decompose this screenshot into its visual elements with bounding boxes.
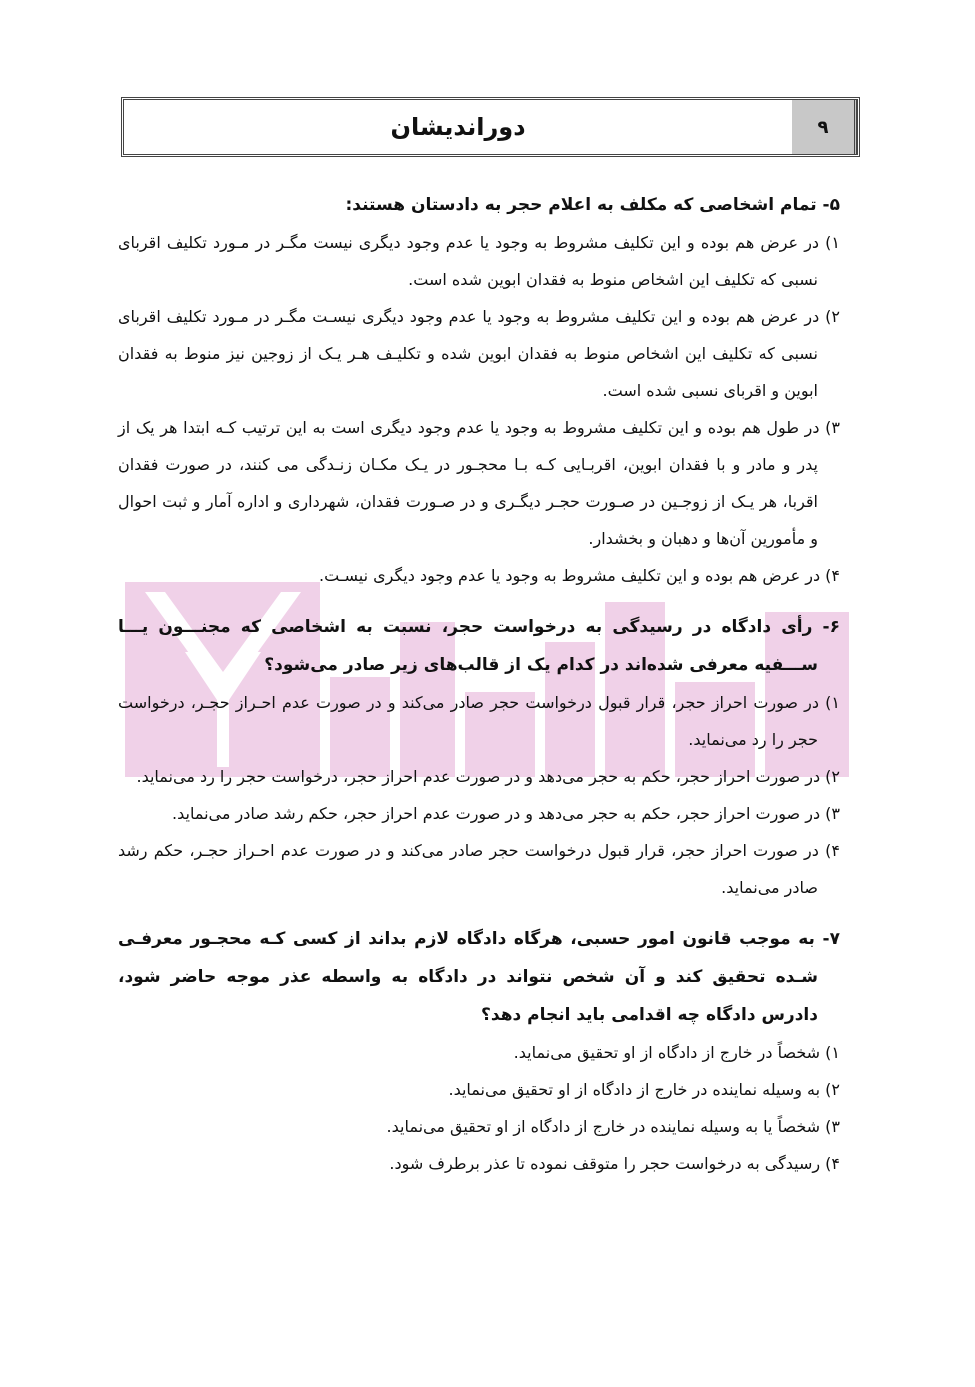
question-7	[118, 920, 840, 1182]
option-2: ۲) به وسیله نماینده در خارج از دادگاه از او تحقیق می‌نماید.	[448, 1080, 840, 1099]
option-1: ۱) در صورت احراز حجر، قرار قبول درخواست حجر صادر می‌کند و در صورت عدم احـراز حجـر، درخواست حجر را رد می‌نماید.	[118, 693, 840, 749]
header-title: دوراندیشان	[390, 113, 526, 141]
questions-container	[118, 186, 840, 1196]
option-3: ۳) در طول هم بوده و این تکلیف مشروط به وجود یا عدم وجود دیگری است به این ترتیب کـه ابتدا هر یک از پدر و مادر و با فقدان ابوین، اقربـایی کـه بـا محجـور در یـک مکـان زنـدگی می کنند، در صورت فقدان اقربا، هر یـک از زوجـین در صـورت حجـر دیگـری و در صـورت فقدان، شهرداری و اداره آمار و ثبت احوال و مأمورین آن‌ها و دهبان و بخشدار.	[118, 418, 840, 548]
question-title: ۶- رأی دادگاه در رسیدگی به درخواست حجر، نسبت به اشخاصی که مجنـــون یـــا ســـفیه معرفی شده‌اند در کدام یک از قالب‌های زیر صادر می‌شود؟	[118, 617, 840, 675]
option-1: ۱) شخصاً در خارج از دادگاه از او تحقیق می‌نماید.	[513, 1043, 840, 1062]
option-3: ۳) در صورت احراز حجر، حکم به حجر می‌دهد و در صورت عدم احراز حجر، حکم رشد صادر می‌نماید.	[172, 804, 840, 823]
option-2: ۲) در عرض هم بوده و این تکلیف مشروط به وجود یا عدم وجود دیگری نیسـت مگـر در مـورد تکلیف اقربای نسبی که تکلیف این اشخاص منوط به فقدان ابوین شده و تکلیـف هـر یـک از زوجین نیز منوط به فقدان ابوین و اقربای نسبی شده است.	[118, 307, 840, 400]
question-title: ۵- تمام اشخاصی که مکلف به اعلام حجر به دادستان هستند:	[345, 195, 840, 215]
option-4: ۴) در صورت احراز حجر، قرار قبول درخواست حجر صادر می‌کند و در صورت عدم احـراز حجـر، حکم رشد صادر می‌نماید.	[118, 841, 840, 897]
option-1: ۱) در عرض هم بوده و این تکلیف مشروط به وجود یا عدم وجود دیگری نیست مگـر در مـورد تکلیف اقربای نسبی که تکلیف این اشخاص منوط به فقدان ابوین شده است.	[118, 233, 840, 289]
question-6	[118, 608, 840, 906]
option-2: ۲) در صورت احراز حجر، حکم به حجر می‌دهد و در صورت عدم احراز حجر، درخواست حجر را رد می‌نماید.	[136, 767, 840, 786]
option-4: ۴) در عرض هم بوده و این تکلیف مشروط به وجود یا عدم وجود دیگری نیسـت.	[318, 566, 840, 585]
question-title: ۷- به موجب قانون امور حسبی، هرگاه دادگاه لازم بداند از کسی کـه محجـور معرفـی شـده تحقیق کند و آن شخص نتواند در دادگاه به واسطه عذر موجه حاضر شود، دادرس دادگاه چه اقدامی باید انجام دهد؟	[118, 929, 840, 1025]
option-4: ۴) رسیدگی به درخواست حجر را متوقف نموده تا عذر برطرف شود.	[389, 1154, 840, 1173]
option-3: ۳) شخصاً یا به وسیله نماینده در خارج از دادگاه از او تحقیق می‌نماید.	[386, 1117, 840, 1136]
question-5	[118, 186, 840, 594]
page-header	[121, 97, 860, 157]
page-number: ۹	[792, 100, 857, 154]
